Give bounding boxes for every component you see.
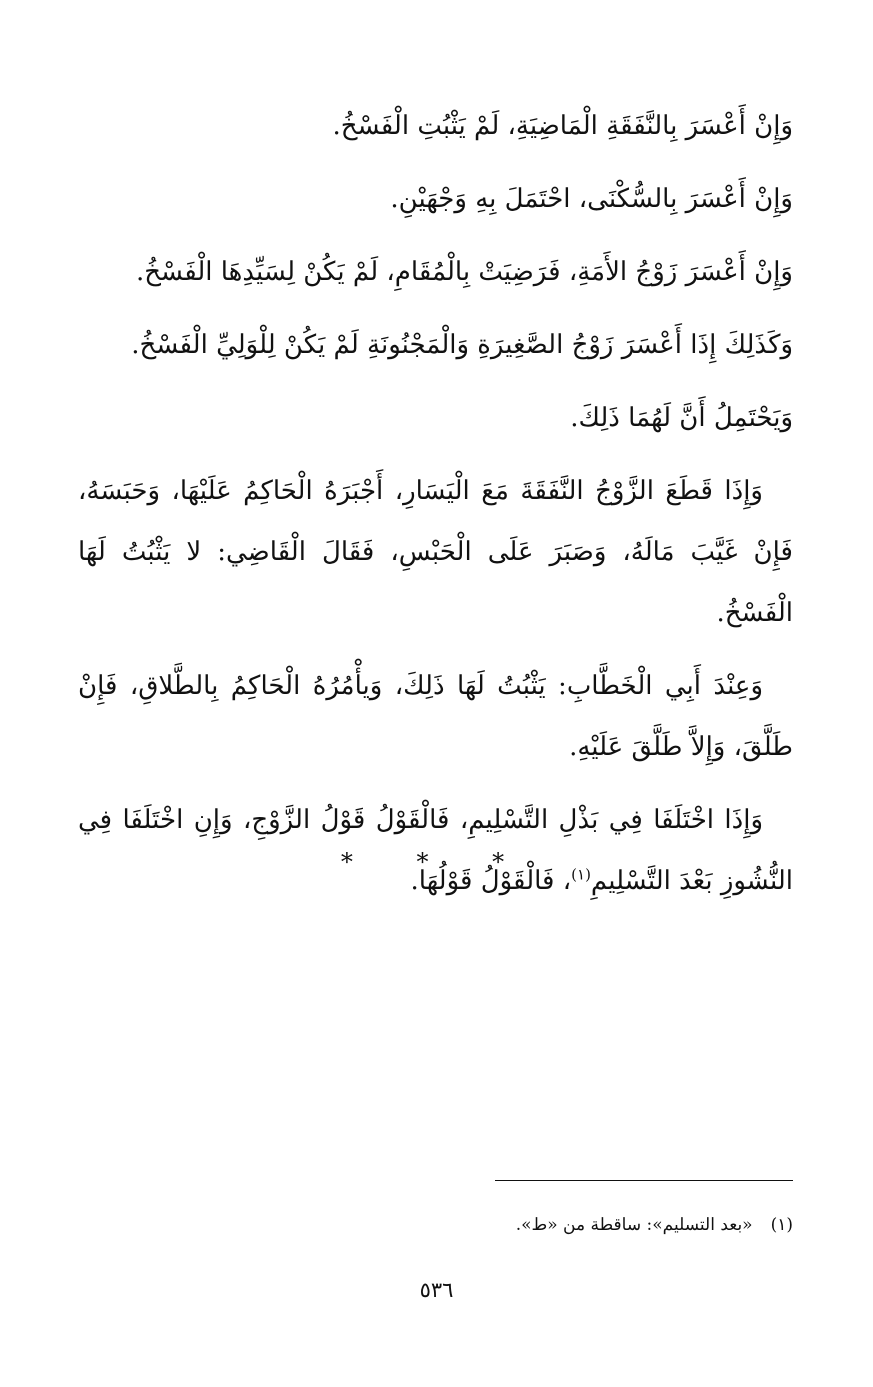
paragraph-8-text-end: ، فَالْقَوْلُ قَوْلُهَا. [410,866,572,896]
footnote-text: «بعد التسليم»: ساقطة من «ط». [515,1215,753,1235]
paragraph-5: وَيَحْتَمِلُ أَنَّ لَهُمَا ذَلِكَ. [570,403,793,433]
paragraph-6: وَإِذَا قَطَعَ الزَّوْجُ النَّفَقَةَ مَعَ الْيَسَارِ، أَجْبَرَهُ الْحَاكِمُ عَلَيْهَا، وَحَبَسَهُ، فَإِنْ غَيَّبَ مَالَهُ، وَصَبَرَ عَلَى الْحَبْسِ، فَقَالَ الْقَاضِي: لا يَثْبُتُ لَهَا الْفَسْخُ. [78,476,793,628]
paragraph-4: وَكَذَلِكَ إِذَا أَعْسَرَ زَوْجُ الصَّغِيرَةِ وَالْمَجْنُونَةِ لَمْ يَكُنْ لِلْوَلِيِّ الْفَسْخُ. [131,330,793,360]
paragraph-2: وَإِنْ أَعْسَرَ بِالسُّكْنَى، احْتَمَلَ بِهِ وَجْهَيْنِ. [390,184,793,214]
paragraph-7: وَعِنْدَ أَبِي الْخَطَّابِ: يَثْبُتُ لَهَا ذَلِكَ، وَيأْمُرُهُ الْحَاكِمُ بِالطَّلاقِ، فَإِنْ طَلَّقَ، وَإِلاَّ طَلَّقَ عَلَيْهِ. [78,671,793,762]
paragraph-1: وَإِنْ أَعْسَرَ بِالنَّفَقَةِ الْمَاضِيَةِ، لَمْ يَثْبُتِ الْفَسْخُ. [332,111,793,141]
footnote-reference: (١) [571,865,591,884]
page-number: ٥٣٦ [419,1278,454,1302]
section-separator: * * * [340,848,533,876]
footnote [78,1210,793,1240]
paragraph-3: وَإِنْ أَعْسَرَ زَوْجُ الأَمَةِ، فَرَضِيَتْ بِالْمُقَامِ، لَمْ يَكُنْ لِسَيِّدِهَا الْفَسْخُ. [135,257,793,287]
footnote-number: (١) [770,1215,793,1235]
footnote-divider [495,1180,793,1181]
paragraph-8-text-start: وَإِذَا اخْتَلَفَا فِي بَذْلِ التَّسْلِيمِ، فَالْقَوْلُ قَوْلُ الزَّوْجِ، وَإِنِ اخْتَلَفَا فِي النُّشُوزِ بَعْدَ التَّسْلِيمِ [78,805,793,896]
main-text [78,96,793,924]
